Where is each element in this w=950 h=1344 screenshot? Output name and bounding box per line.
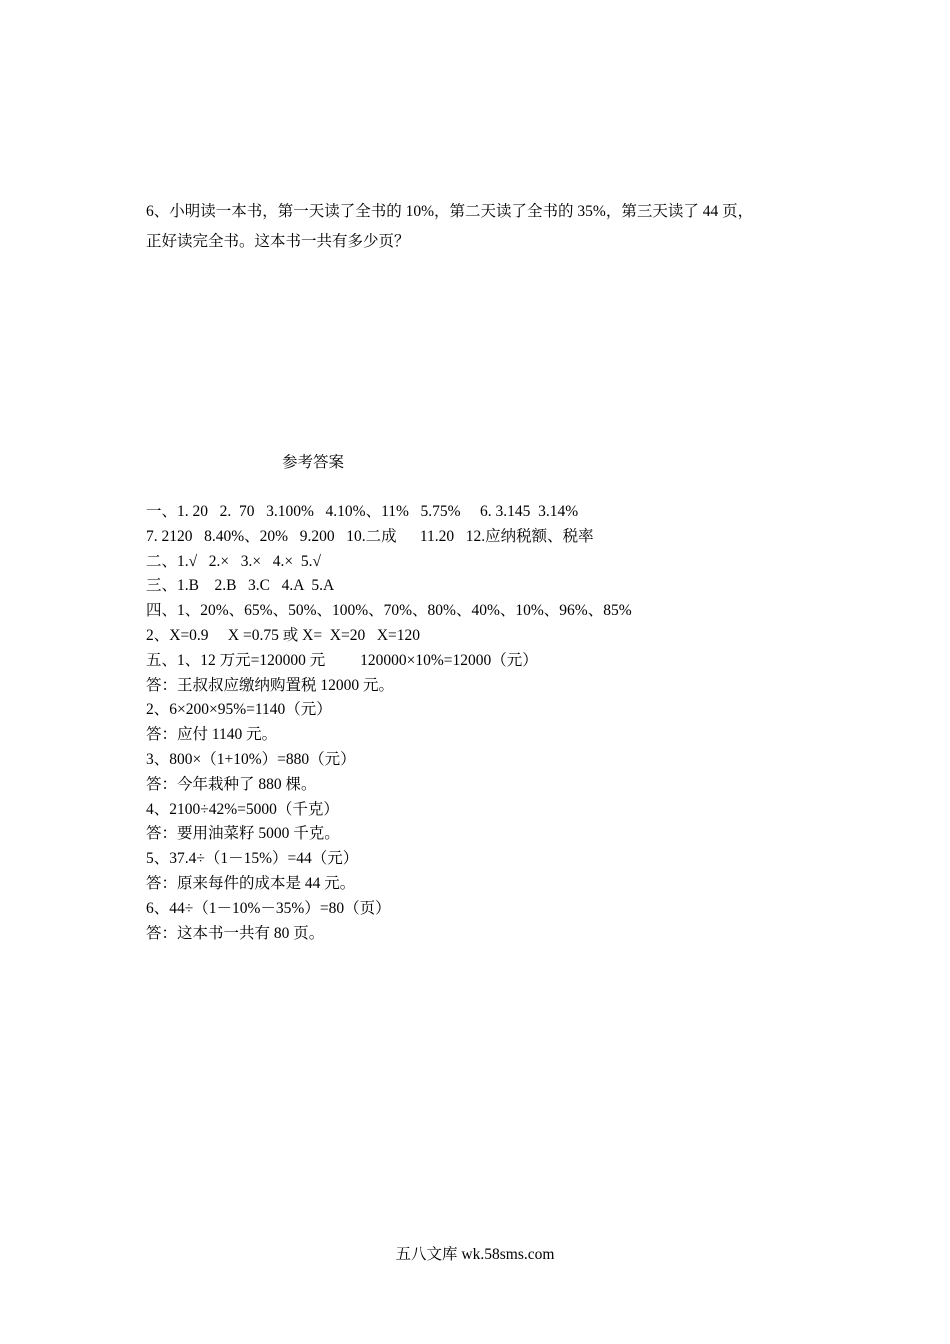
answer-line: 4、2100÷42%=5000（千克） [146, 800, 339, 818]
answer-line: 四、1、20%、65%、50%、100%、70%、80%、40%、10%、96%、85% [146, 602, 632, 620]
question-line-2: 正好读完全书。这本书一共有多少页？ [146, 233, 410, 250]
answer-line: 答：要用油菜籽 5000 千克。 [146, 825, 340, 843]
answer-line: 二、1.√ 2.× 3.× 4.× 5.√ [146, 552, 321, 570]
answer-line: 五、1、12 万元=120000 元 120000×10%=12000（元） [146, 651, 538, 669]
answer-line: 三、1.B 2.B 3.C 4.A 5.A [146, 577, 335, 595]
question-line-1: 6、小明读一本书，第一天读了全书的 10%，第二天读了全书的 35%，第三天读了 44 页， [146, 203, 754, 220]
answer-line: 一、1. 20 2. 70 3.100% 4.10%、11% 5.75% 6. 3.145 3.14% [146, 503, 579, 520]
answer-line: 答：今年栽种了 880 棵。 [146, 775, 317, 793]
answer-line: 6、44÷（1－10%－35%）=80（页） [146, 899, 391, 917]
answer-line: 2、X=0.9 X =0.75 或 X= X=20 X=120 [146, 626, 421, 644]
answer-line: 答：应付 1140 元。 [146, 726, 278, 744]
answer-line: 答：这本书一共有 80 页。 [146, 924, 325, 942]
footer-watermark: 五八文库 wk.58sms.com [395, 1246, 555, 1263]
answer-line: 答：王叔叔应缴纳购置税 12000 元。 [146, 676, 395, 694]
answers-title: 参考答案 [282, 454, 345, 471]
answer-line: 答：原来每件的成本是 44 元。 [146, 874, 356, 892]
answer-line: 5、37.4÷（1－15%）=44（元） [146, 850, 359, 868]
answer-line: 3、800×（1+10%）=880（元） [146, 750, 356, 768]
answers-list [146, 500, 632, 946]
answer-line: 7. 2120 8.40%、20% 9.200 10.二成 11.20 12.应纳税额、税率 [146, 527, 594, 545]
answer-line: 2、6×200×95%=1140（元） [146, 701, 332, 719]
